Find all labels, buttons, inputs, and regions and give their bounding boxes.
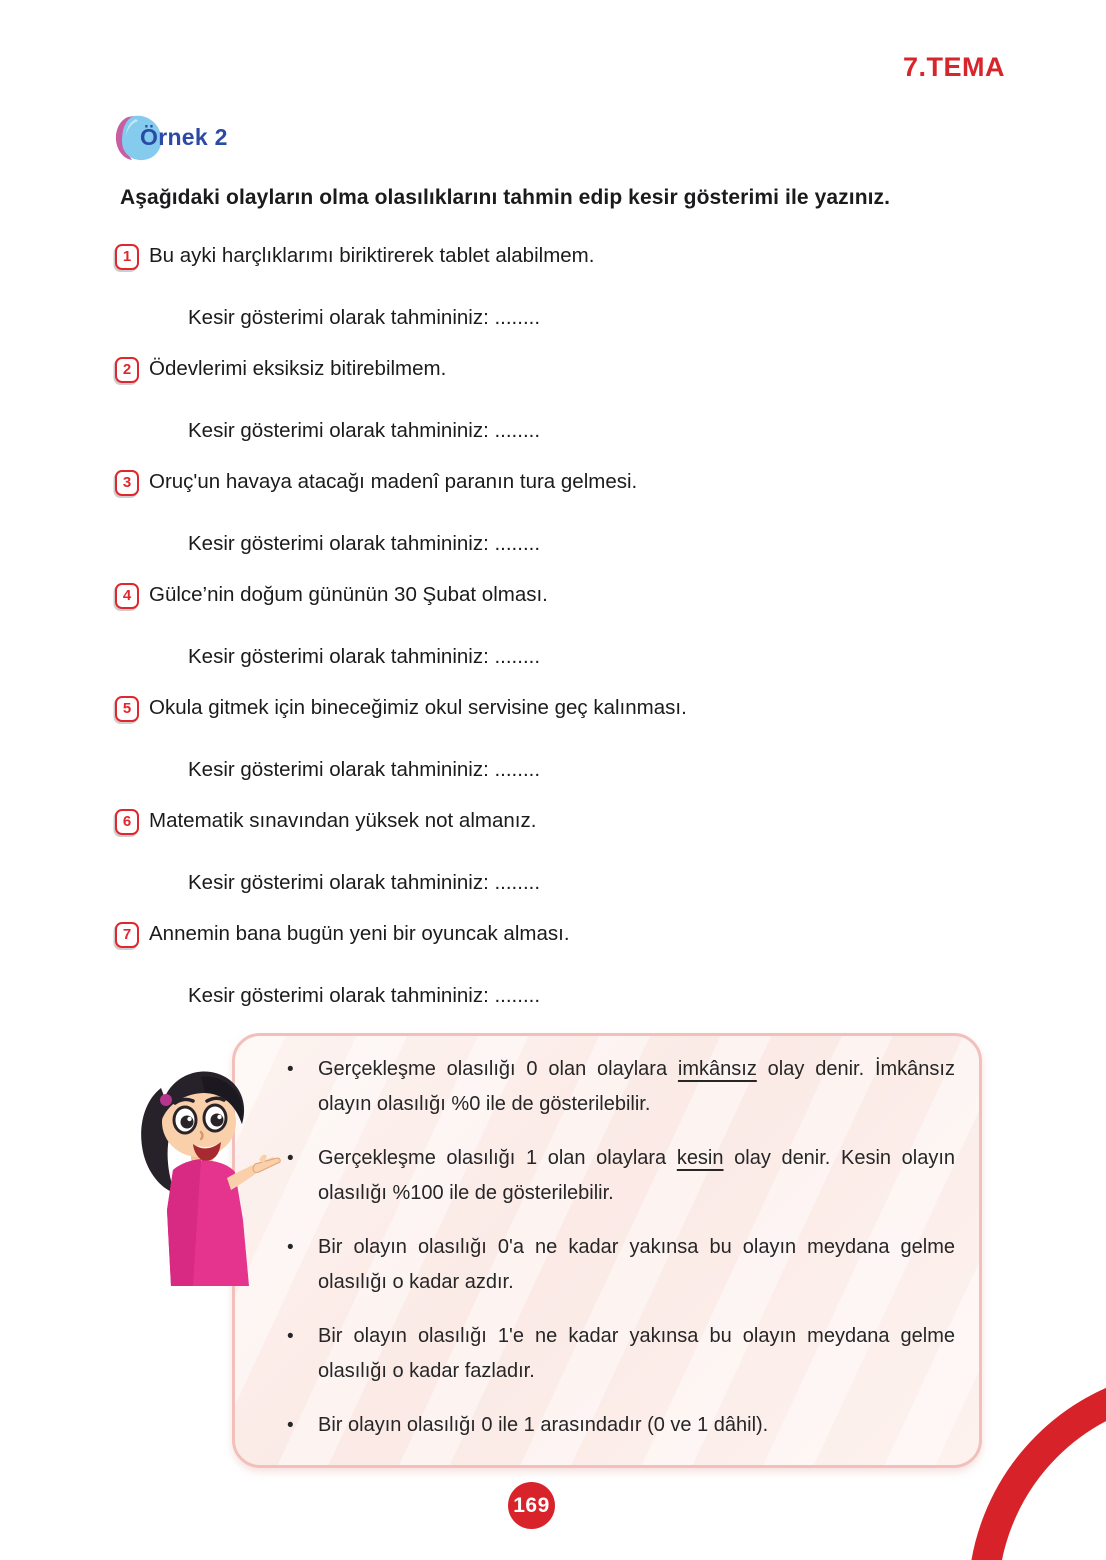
answer-line: Kesir gösterimi olarak tahmininiz: ........ xyxy=(188,871,541,894)
item-text: Oruç'un havaya atacağı madenî paranın tura gelmesi. xyxy=(149,470,638,493)
info-box xyxy=(232,1033,982,1468)
info-bullet xyxy=(287,1141,955,1211)
tema-label: 7.TEMA xyxy=(902,52,1005,82)
bullet-underlined-term: kesin xyxy=(676,1147,724,1169)
bullet-text: Bir olayın olasılığı 0'a ne kadar yakınsa bu olayın meydana gelme olasılığı o kadar azdır. xyxy=(318,1236,955,1293)
item-text: Bu ayki harçlıklarımı biriktirerek tablet alabilmem. xyxy=(149,244,595,267)
item-number-badge: 3 xyxy=(115,470,139,496)
info-bullet xyxy=(287,1408,955,1443)
item-number-badge: 6 xyxy=(115,809,139,835)
bullet-text: Gerçekleşme olasılığı 0 olan olaylara xyxy=(318,1058,678,1080)
list-item xyxy=(115,356,1015,443)
ornek-title: Örnek 2 xyxy=(140,124,228,150)
answer-line: Kesir gösterimi olarak tahmininiz: ........ xyxy=(188,758,541,781)
list-item xyxy=(115,808,1015,895)
instruction-text: Aşağıdaki olayların olma olasılıklarını tahmin edip kesir gösterimi ile yazınız. xyxy=(120,186,891,209)
bullet-text: Bir olayın olasılığı 1'e ne kadar yakınsa bu olayın meydana gelme olasılığı o kadar fazladır. xyxy=(318,1325,955,1382)
ornek-badge xyxy=(114,114,334,166)
list-item xyxy=(115,582,1015,669)
item-text: Annemin bana bugün yeni bir oyuncak alması. xyxy=(149,922,570,945)
item-text: Gülce’nin doğum gününün 30 Şubat olması. xyxy=(149,583,548,606)
item-text: Matematik sınavından yüksek not almanız. xyxy=(149,809,537,832)
list-item xyxy=(115,243,1015,330)
answer-line: Kesir gösterimi olarak tahmininiz: ........ xyxy=(188,984,541,1007)
page-number-badge xyxy=(508,1482,555,1529)
item-number-badge: 5 xyxy=(115,696,139,722)
info-bullet xyxy=(287,1319,955,1389)
answer-line: Kesir gösterimi olarak tahmininiz: ........ xyxy=(188,419,541,442)
info-bullet xyxy=(287,1230,955,1300)
bullet-text: Bir olayın olasılığı 0 ile 1 arasındadır (0 ve 1 dâhil). xyxy=(318,1414,769,1436)
girl-illustration xyxy=(131,1060,283,1293)
item-number-badge: 4 xyxy=(115,583,139,609)
bullet-dot-icon: • xyxy=(287,1415,294,1436)
item-number-badge: 7 xyxy=(115,922,139,948)
bullet-dot-icon: • xyxy=(287,1059,294,1080)
list-item xyxy=(115,695,1015,782)
item-number-badge: 2 xyxy=(115,357,139,383)
bullet-dot-icon: • xyxy=(287,1148,294,1169)
item-text: Okula gitmek için bineceğimiz okul servisine geç kalınması. xyxy=(149,696,687,719)
items-list xyxy=(115,243,1015,1034)
item-number-badge: 1 xyxy=(115,244,139,270)
bullet-underlined-term: imkânsız xyxy=(677,1058,757,1080)
bullet-dot-icon: • xyxy=(287,1237,294,1258)
info-bullet xyxy=(287,1052,955,1122)
bullet-dot-icon: • xyxy=(287,1326,294,1347)
list-item xyxy=(115,469,1015,556)
list-item xyxy=(115,921,1015,1008)
page-number: 169 xyxy=(513,1493,550,1517)
bullet-text: olay denir. İmkânsız olayın olasılığı %0 ile de gösterilebilir. xyxy=(318,1058,955,1115)
bullet-text: Gerçekleşme olasılığı 1 olan olaylara xyxy=(318,1147,677,1169)
item-text: Ödevlerimi eksiksiz bitirebilmem. xyxy=(149,357,447,380)
corner-arc-decoration xyxy=(968,1368,1106,1560)
bullet-text: olay denir. Kesin olayın olasılığı %100 ile de gösterilebilir. xyxy=(318,1147,955,1204)
answer-line: Kesir gösterimi olarak tahmininiz: ........ xyxy=(188,306,541,329)
answer-line: Kesir gösterimi olarak tahmininiz: ........ xyxy=(188,532,541,555)
answer-line: Kesir gösterimi olarak tahmininiz: ........ xyxy=(188,645,541,668)
